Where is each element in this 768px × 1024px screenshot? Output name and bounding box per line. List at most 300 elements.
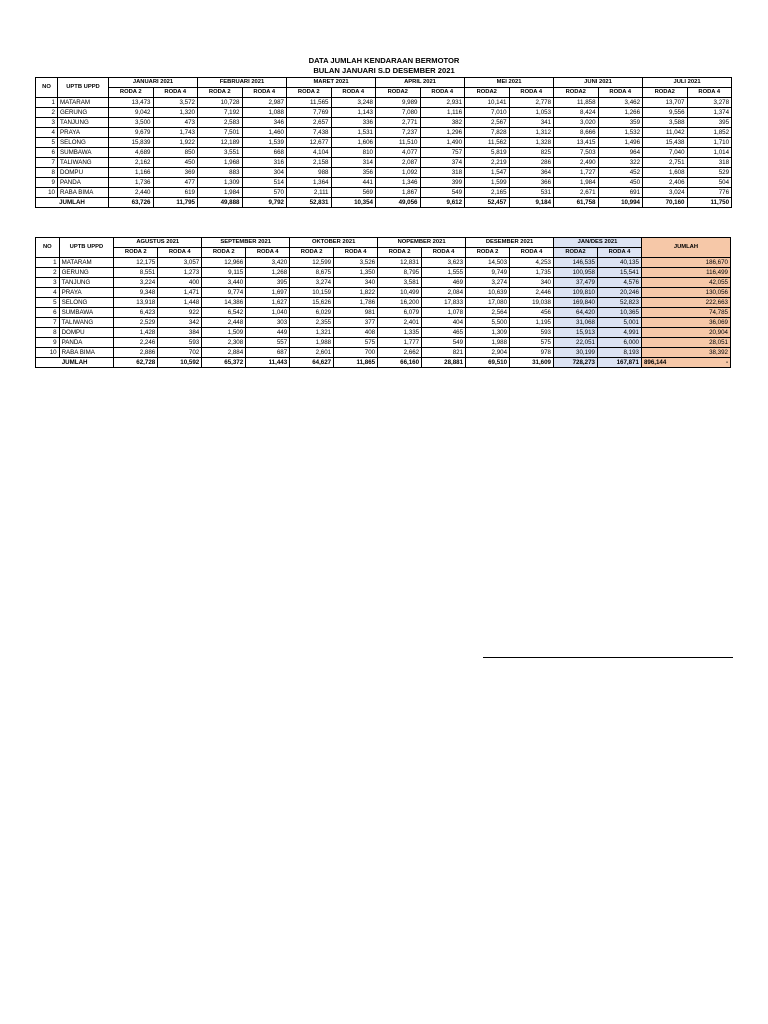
data-cell: 15,626 — [290, 298, 334, 308]
data-cell: 16,200 — [378, 298, 422, 308]
header-roda: RODA 4 — [598, 88, 643, 98]
data-cell: 384 — [158, 328, 202, 338]
header-roda: RODA 2 — [114, 248, 158, 258]
data-cell: 978 — [510, 348, 554, 358]
data-cell: 40,135 — [597, 258, 641, 268]
data-cell: 7,010 — [465, 108, 510, 118]
total-label: JUMLAH — [36, 358, 114, 368]
total-cell: 63,726 — [109, 198, 154, 208]
data-cell: 4,991 — [597, 328, 641, 338]
table-row — [36, 278, 731, 288]
data-cell: 557 — [246, 338, 290, 348]
data-cell: 9,749 — [466, 268, 510, 278]
data-cell: 1,014 — [687, 148, 732, 158]
data-cell: 1,777 — [378, 338, 422, 348]
table-row — [36, 338, 731, 348]
data-cell: 186,670 — [641, 258, 730, 268]
data-cell: 2,987 — [242, 98, 287, 108]
data-cell: 1,555 — [422, 268, 466, 278]
data-cell: 7,237 — [376, 128, 421, 138]
table-row — [36, 318, 731, 328]
data-cell: 1,743 — [153, 128, 198, 138]
data-cell: 452 — [598, 168, 643, 178]
data-cell: 922 — [158, 308, 202, 318]
total-cell: 11,750 — [687, 198, 732, 208]
data-cell: 2,246 — [114, 338, 158, 348]
data-cell: 369 — [153, 168, 198, 178]
data-cell: 7,828 — [465, 128, 510, 138]
data-cell: 346 — [242, 118, 287, 128]
row-unit-name: DOMPU — [59, 328, 114, 338]
row-unit-name: TANJUNG — [58, 118, 109, 128]
data-cell: 1,309 — [198, 178, 243, 188]
data-cell: 28,051 — [641, 338, 730, 348]
data-cell: 549 — [420, 188, 465, 198]
header-month: AGUSTUS 2021 — [114, 238, 202, 248]
data-cell: 36,069 — [641, 318, 730, 328]
row-unit-name: GERUNG — [58, 108, 109, 118]
header-month: NOPEMBER 2021 — [378, 238, 466, 248]
total-cell: 64,627 — [290, 358, 334, 368]
data-cell: 1,460 — [242, 128, 287, 138]
data-cell: 1,088 — [242, 108, 287, 118]
report-title: DATA JUMLAH KENDARAAN BERMOTOR — [308, 56, 460, 65]
total-cell: 52,831 — [287, 198, 332, 208]
data-cell: 2,529 — [114, 318, 158, 328]
header-month: JANUARI 2021 — [109, 78, 198, 88]
data-cell: 1,786 — [334, 298, 378, 308]
data-cell: 850 — [153, 148, 198, 158]
data-cell: 981 — [334, 308, 378, 318]
table-row — [36, 158, 732, 168]
data-cell: 776 — [687, 188, 732, 198]
header-roda: RODA 4 — [158, 248, 202, 258]
header-month: JAN/DES 2021 — [554, 238, 642, 248]
row-number: 6 — [36, 308, 60, 318]
data-cell: 130,056 — [641, 288, 730, 298]
data-cell: 146,535 — [554, 258, 598, 268]
table-row — [36, 118, 732, 128]
data-cell: 14,503 — [466, 258, 510, 268]
data-cell: 3,274 — [466, 278, 510, 288]
data-cell: 7,438 — [287, 128, 332, 138]
data-cell: 341 — [509, 118, 554, 128]
data-cell: 2,904 — [466, 348, 510, 358]
data-cell: 3,057 — [158, 258, 202, 268]
data-cell: 1,867 — [376, 188, 421, 198]
total-cell: 66,160 — [378, 358, 422, 368]
row-unit-name: SELONG — [59, 298, 114, 308]
data-cell: 366 — [509, 178, 554, 188]
header-roda: RODA2 — [376, 88, 421, 98]
data-cell: 1,346 — [376, 178, 421, 188]
data-cell: 6,079 — [378, 308, 422, 318]
header-roda: RODA 4 — [420, 88, 465, 98]
data-cell: 109,810 — [554, 288, 598, 298]
data-cell: 17,080 — [466, 298, 510, 308]
row-unit-name: MATARAM — [58, 98, 109, 108]
data-cell: 1,547 — [465, 168, 510, 178]
row-unit-name: SUMBAWA — [59, 308, 114, 318]
total-row — [36, 358, 731, 368]
data-cell: 3,462 — [598, 98, 643, 108]
table-row — [36, 308, 731, 318]
data-cell: 3,588 — [643, 118, 688, 128]
total-cell: 9,612 — [420, 198, 465, 208]
header-uptb: UPTB UPPD — [59, 238, 114, 258]
data-cell: 7,040 — [643, 148, 688, 158]
data-cell: 1,735 — [510, 268, 554, 278]
row-number: 7 — [36, 158, 58, 168]
data-cell: 11,042 — [643, 128, 688, 138]
data-cell: 15,839 — [109, 138, 154, 148]
header-month: DESEMBER 2021 — [466, 238, 554, 248]
header-month: MEI 2021 — [465, 78, 554, 88]
row-number: 1 — [36, 98, 58, 108]
data-cell: 318 — [420, 168, 465, 178]
data-cell: 2,406 — [643, 178, 688, 188]
data-cell: 2,886 — [114, 348, 158, 358]
data-cell: 3,020 — [554, 118, 599, 128]
total-cell: 65,372 — [202, 358, 246, 368]
data-cell: 1,309 — [466, 328, 510, 338]
table-row — [36, 288, 731, 298]
header-month: OKTOBER 2021 — [290, 238, 378, 248]
data-cell: 31,068 — [554, 318, 598, 328]
data-cell: 3,440 — [202, 278, 246, 288]
data-cell: 988 — [287, 168, 332, 178]
data-cell: 1,448 — [158, 298, 202, 308]
data-cell: 2,448 — [202, 318, 246, 328]
data-cell: 2,671 — [554, 188, 599, 198]
data-cell: 1,092 — [376, 168, 421, 178]
header-roda: RODA 4 — [242, 88, 287, 98]
data-cell: 2,567 — [465, 118, 510, 128]
data-cell: 2,355 — [290, 318, 334, 328]
total-cell: 49,056 — [376, 198, 421, 208]
data-cell: 222,663 — [641, 298, 730, 308]
data-cell: 13,415 — [554, 138, 599, 148]
total-row — [36, 198, 732, 208]
total-cell: 10,592 — [158, 358, 202, 368]
total-cell: 61,758 — [554, 198, 599, 208]
row-unit-name: PANDA — [58, 178, 109, 188]
data-cell: 3,526 — [334, 258, 378, 268]
data-cell: 15,438 — [643, 138, 688, 148]
data-cell: 5,819 — [465, 148, 510, 158]
data-cell: 15,913 — [554, 328, 598, 338]
data-cell: 450 — [598, 178, 643, 188]
data-cell: 757 — [420, 148, 465, 158]
row-unit-name: RABA BIMA — [58, 188, 109, 198]
data-cell: 668 — [242, 148, 287, 158]
data-cell: 359 — [598, 118, 643, 128]
total-cell: 10,994 — [598, 198, 643, 208]
header-roda: RODA 2 — [198, 88, 243, 98]
data-cell: 404 — [422, 318, 466, 328]
data-cell: 1,143 — [331, 108, 376, 118]
data-cell: 3,420 — [246, 258, 290, 268]
total-cell: 728,273 — [554, 358, 598, 368]
header-roda: RODA2 — [554, 248, 598, 258]
data-cell: 364 — [509, 168, 554, 178]
header-roda: RODA2 — [554, 88, 599, 98]
total-cell: 11,865 — [334, 358, 378, 368]
row-number: 9 — [36, 178, 58, 188]
data-cell: 4,104 — [287, 148, 332, 158]
data-cell: 52,823 — [597, 298, 641, 308]
grand-total-value: 896,144 — [643, 359, 667, 366]
table-row — [36, 178, 732, 188]
header-roda: RODA 2 — [109, 88, 154, 98]
data-cell: 2,446 — [510, 288, 554, 298]
data-cell: 12,175 — [114, 258, 158, 268]
data-cell: 1,078 — [422, 308, 466, 318]
data-cell: 11,510 — [376, 138, 421, 148]
data-cell: 1,335 — [378, 328, 422, 338]
data-cell: 1,532 — [598, 128, 643, 138]
data-cell: 8,675 — [290, 268, 334, 278]
row-unit-name: TALIWANG — [58, 158, 109, 168]
data-cell: 7,501 — [198, 128, 243, 138]
table-row — [36, 128, 732, 138]
data-cell: 1,116 — [420, 108, 465, 118]
data-cell: 9,989 — [376, 98, 421, 108]
header-roda: RODA 4 — [153, 88, 198, 98]
data-cell: 116,499 — [641, 268, 730, 278]
data-cell: 2,440 — [109, 188, 154, 198]
data-cell: 2,308 — [202, 338, 246, 348]
data-cell: 1,852 — [687, 128, 732, 138]
data-cell: 12,966 — [202, 258, 246, 268]
data-cell: 469 — [422, 278, 466, 288]
data-cell: 340 — [334, 278, 378, 288]
data-cell: 1,374 — [687, 108, 732, 118]
header-month: JUNI 2021 — [554, 78, 643, 88]
data-cell: 1,608 — [643, 168, 688, 178]
data-cell: 3,572 — [153, 98, 198, 108]
data-cell: 3,551 — [198, 148, 243, 158]
row-unit-name: MATARAM — [59, 258, 114, 268]
data-cell: 1,471 — [158, 288, 202, 298]
data-cell: 1,922 — [153, 138, 198, 148]
table-row — [36, 138, 732, 148]
total-cell: 167,871 — [597, 358, 641, 368]
data-cell: 1,053 — [509, 108, 554, 118]
data-cell: 531 — [509, 188, 554, 198]
data-cell: 1,296 — [420, 128, 465, 138]
table-row — [36, 98, 732, 108]
data-cell: 1,968 — [198, 158, 243, 168]
table-row — [36, 268, 731, 278]
data-cell: 399 — [420, 178, 465, 188]
row-unit-name: DOMPU — [58, 168, 109, 178]
data-cell: 2,084 — [422, 288, 466, 298]
data-cell: 2,111 — [287, 188, 332, 198]
data-cell: 473 — [153, 118, 198, 128]
header-jumlah: JUMLAH — [641, 238, 730, 258]
data-cell: 64,420 — [554, 308, 598, 318]
header-roda: RODA 4 — [687, 88, 732, 98]
table-row — [36, 348, 731, 358]
data-cell: 2,165 — [465, 188, 510, 198]
data-cell: 10,728 — [198, 98, 243, 108]
data-cell: 15,541 — [597, 268, 641, 278]
data-cell: 356 — [331, 168, 376, 178]
data-cell: 10,159 — [290, 288, 334, 298]
data-cell: 1,727 — [554, 168, 599, 178]
row-unit-name: SUMBAWA — [58, 148, 109, 158]
header-no: NO — [36, 78, 58, 98]
data-cell: 2,490 — [554, 158, 599, 168]
data-cell: 11,858 — [554, 98, 599, 108]
data-cell: 169,840 — [554, 298, 598, 308]
total-cell: 11,443 — [246, 358, 290, 368]
header-roda: RODA 4 — [246, 248, 290, 258]
data-cell: 2,564 — [466, 308, 510, 318]
data-cell: 7,192 — [198, 108, 243, 118]
header-roda: RODA 4 — [597, 248, 641, 258]
data-cell: 8,666 — [554, 128, 599, 138]
row-unit-name: SELONG — [58, 138, 109, 148]
table-row — [36, 148, 732, 158]
data-cell: 13,707 — [643, 98, 688, 108]
grand-total-dash: - — [725, 359, 728, 366]
data-cell: 575 — [510, 338, 554, 348]
table-row — [36, 168, 732, 178]
data-cell: 19,038 — [510, 298, 554, 308]
data-cell: 1,988 — [466, 338, 510, 348]
data-cell: 3,274 — [290, 278, 334, 288]
data-cell: 38,392 — [641, 348, 730, 358]
row-number: 3 — [36, 278, 60, 288]
data-cell: 7,503 — [554, 148, 599, 158]
data-cell: 395 — [246, 278, 290, 288]
data-cell: 1,736 — [109, 178, 154, 188]
data-cell: 1,166 — [109, 168, 154, 178]
total-cell: 62,728 — [114, 358, 158, 368]
data-cell: 810 — [331, 148, 376, 158]
header-uptb: UPTB UPPD — [58, 78, 109, 98]
total-cell: 70,160 — [643, 198, 688, 208]
data-cell: 883 — [198, 168, 243, 178]
data-cell: 575 — [334, 338, 378, 348]
data-cell: 11,562 — [465, 138, 510, 148]
data-cell: 303 — [246, 318, 290, 328]
data-cell: 408 — [334, 328, 378, 338]
total-cell: 9,184 — [509, 198, 554, 208]
table-jan-jul — [35, 77, 732, 208]
data-cell: 10,141 — [465, 98, 510, 108]
data-cell: 382 — [420, 118, 465, 128]
data-cell: 12,189 — [198, 138, 243, 148]
data-cell: 9,679 — [109, 128, 154, 138]
data-cell: 2,662 — [378, 348, 422, 358]
data-cell: 441 — [331, 178, 376, 188]
header-roda: RODA 4 — [422, 248, 466, 258]
data-cell: 12,831 — [378, 258, 422, 268]
data-cell: 2,087 — [376, 158, 421, 168]
data-cell: 504 — [687, 178, 732, 188]
data-cell: 37,479 — [554, 278, 598, 288]
data-cell: 377 — [334, 318, 378, 328]
data-cell: 1,364 — [287, 178, 332, 188]
data-cell: 3,024 — [643, 188, 688, 198]
table-row — [36, 258, 731, 268]
data-cell: 4,077 — [376, 148, 421, 158]
data-cell: 687 — [246, 348, 290, 358]
data-cell: 100,958 — [554, 268, 598, 278]
row-number: 6 — [36, 148, 58, 158]
data-cell: 1,606 — [331, 138, 376, 148]
data-cell: 449 — [246, 328, 290, 338]
row-number: 8 — [36, 328, 60, 338]
data-cell: 6,542 — [202, 308, 246, 318]
data-cell: 1,312 — [509, 128, 554, 138]
total-cell — [641, 358, 730, 368]
data-cell: 30,199 — [554, 348, 598, 358]
header-roda: RODA 4 — [331, 88, 376, 98]
header-month: JULI 2021 — [643, 78, 732, 88]
data-cell: 400 — [158, 278, 202, 288]
data-cell: 20,904 — [641, 328, 730, 338]
data-cell: 1,490 — [420, 138, 465, 148]
header-roda: RODA2 — [465, 88, 510, 98]
total-cell: 52,457 — [465, 198, 510, 208]
data-cell: 1,984 — [198, 188, 243, 198]
row-number: 10 — [36, 348, 60, 358]
data-cell: 450 — [153, 158, 198, 168]
data-cell: 3,581 — [378, 278, 422, 288]
table-row — [36, 298, 731, 308]
data-cell: 8,424 — [554, 108, 599, 118]
data-cell: 9,042 — [109, 108, 154, 118]
data-cell: 1,509 — [202, 328, 246, 338]
data-cell: 2,657 — [287, 118, 332, 128]
header-roda: RODA 4 — [510, 248, 554, 258]
row-number: 2 — [36, 108, 58, 118]
table-aug-dec — [35, 237, 731, 368]
row-number: 4 — [36, 288, 60, 298]
data-cell: 593 — [510, 328, 554, 338]
data-cell: 2,162 — [109, 158, 154, 168]
data-cell: 1,350 — [334, 268, 378, 278]
header-roda: RODA 2 — [466, 248, 510, 258]
row-number: 7 — [36, 318, 60, 328]
data-cell: 2,601 — [290, 348, 334, 358]
data-cell: 9,556 — [643, 108, 688, 118]
data-cell: 593 — [158, 338, 202, 348]
total-cell: 9,792 — [242, 198, 287, 208]
data-cell: 318 — [687, 158, 732, 168]
row-unit-name: PANDA — [59, 338, 114, 348]
data-cell: 1,710 — [687, 138, 732, 148]
data-cell: 465 — [422, 328, 466, 338]
data-cell: 1,040 — [246, 308, 290, 318]
data-cell: 14,386 — [202, 298, 246, 308]
data-cell: 2,751 — [643, 158, 688, 168]
data-cell: 10,499 — [378, 288, 422, 298]
data-cell: 8,795 — [378, 268, 422, 278]
total-label: JUMLAH — [36, 198, 109, 208]
header-month: MARET 2021 — [287, 78, 376, 88]
data-cell: 1,539 — [242, 138, 287, 148]
total-cell: 11,795 — [153, 198, 198, 208]
data-cell: 477 — [153, 178, 198, 188]
data-cell: 6,029 — [290, 308, 334, 318]
header-roda: RODA 2 — [290, 248, 334, 258]
data-cell: 3,500 — [109, 118, 154, 128]
